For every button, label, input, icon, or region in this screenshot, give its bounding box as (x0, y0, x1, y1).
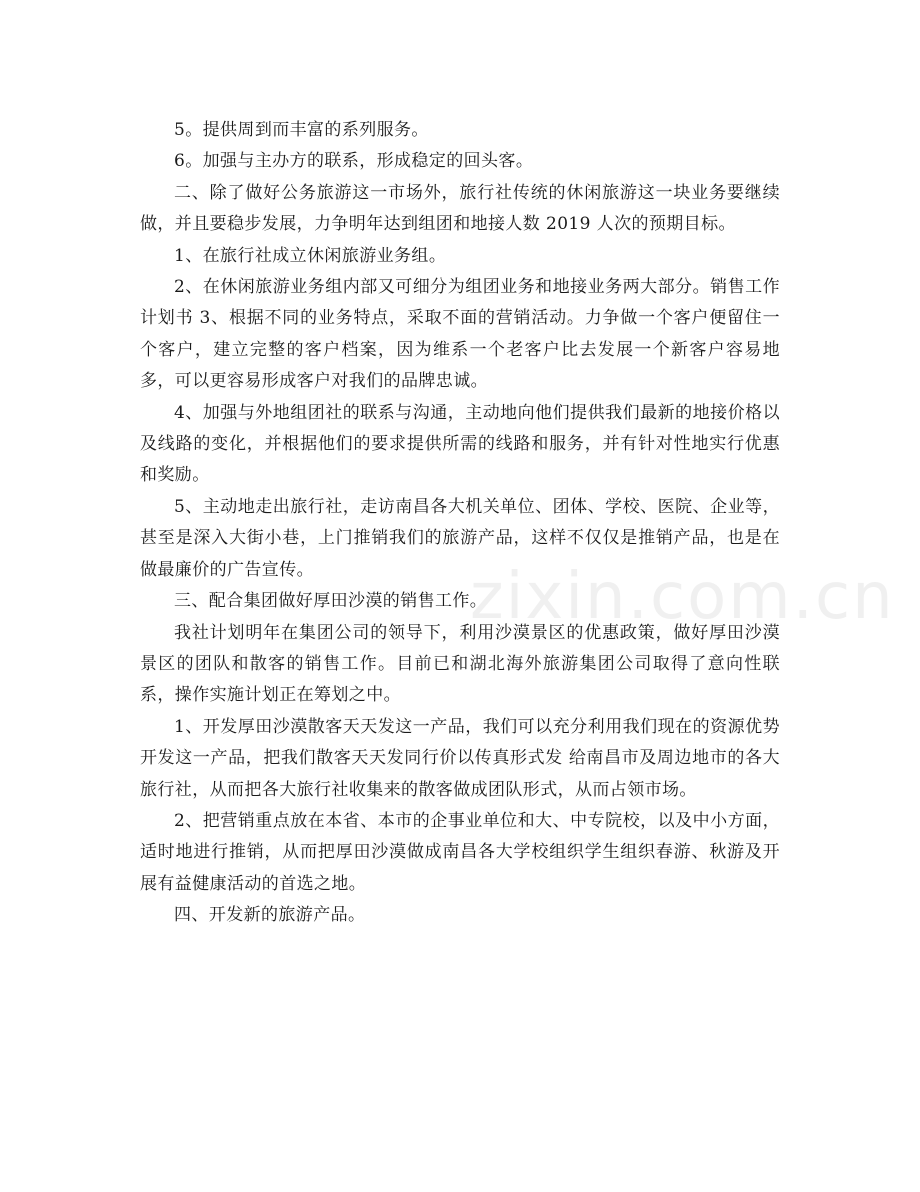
document-body (140, 115, 780, 932)
paragraph-leisure-4: 4、加强与外地组团社的联系与沟通，主动地向他们提供我们最新的地接价格以及线路的变化，并根据他们的要求提供所需的线路和服务，并有针对性地实行优惠和奖励。 (140, 402, 780, 486)
section-four-heading: 四、开发新的旅游产品。 (174, 905, 366, 926)
paragraph-item-6: 6。加强与主办方的联系，形成稳定的回头客。 (174, 151, 534, 172)
paragraph-leisure-1: 1、在旅行社成立休闲旅游业务组。 (174, 245, 447, 266)
paragraph-item-5: 5。提供周到而丰富的系列服务。 (174, 120, 429, 140)
paragraph-desert-1: 1、开发厚田沙漠散客天天发这一产品，我们可以充分利用我们现在的资源优势开发这一产品，把我们散客天天发同行价以传真形式发 给南昌市及周边地市的各大旅行社，从而把各大旅行社收集来的散客做成团队形式，从而占领市场。 (140, 716, 780, 800)
paragraph-leisure-5: 5、主动地走出旅行社，走访南昌各大机关单位、团体、学校、医院、企业等，甚至是深入大街小巷，上门推销我们的旅游产品，这样不仅仅是推销产品，也是在做最廉价的广告宣传。 (140, 496, 780, 580)
paragraph-desert-2: 2、把营销重点放在本省、本市的企事业单位和大、中专院校，以及中小方面，适时地进行推销，从而把厚田沙漠做成南昌各大学校组织学生组织春游、秋游及开展有益健康活动的首选之地。 (140, 810, 780, 894)
section-two-intro: 二、除了做好公务旅游这一市场外，旅行社传统的休闲旅游这一块业务要继续做，并且要稳步发展，力争明年达到组团和地接人数 2019 人次的预期目标。 (140, 182, 780, 235)
paragraph-desert-plan: 我社计划明年在集团公司的领导下，利用沙漠景区的优惠政策，做好厚田沙漠景区的团队和散客的销售工作。目前已和湖北海外旅游集团公司取得了意向性联系，操作实施计划正在筹划之中。 (140, 622, 780, 706)
watermark: zixin.com.cn (470, 560, 895, 634)
paragraph-leisure-2: 2、在休闲旅游业务组内部又可细分为组团业务和地接业务两大部分。销售工作计划书 3、根据不同的业务特点，采取不面的营销活动。力争做一个客户便留住一个客户，建立完整的客户档案，因为维系一个老客户比去发展一个新客户容易地多，可以更容易形成客户对我们的品牌忠诚。 (140, 277, 780, 392)
section-three-heading: 三、配合集团做好厚田沙漠的销售工作。 (174, 591, 488, 612)
